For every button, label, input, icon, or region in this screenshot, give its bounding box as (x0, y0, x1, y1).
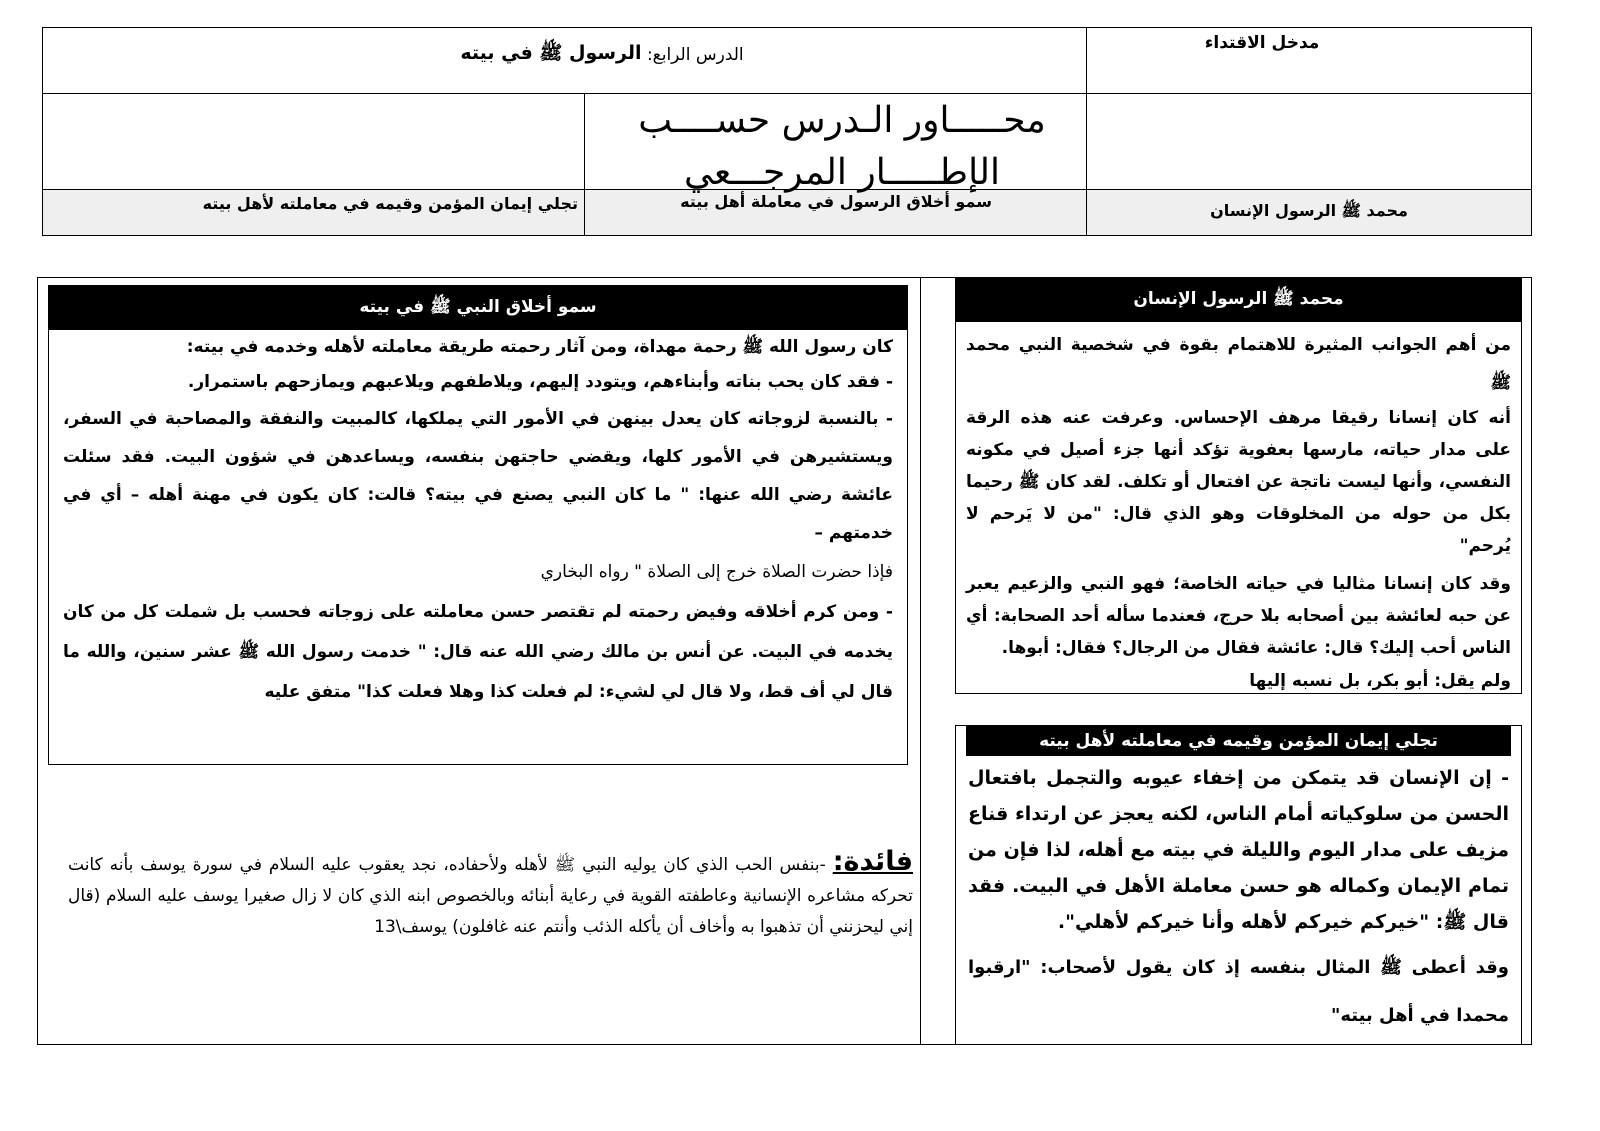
header-row-divider-1 (42, 93, 1532, 94)
axes-title-line1: محـــــاور الـدرس حســــب (638, 100, 1046, 141)
right-top-p2: أنه كان إنسانا رقيقا مرهف الإحساس. وعرفت عنه هذه الرقة على مدار حياته، مارسها بعفوية تؤكد أنها جزء أصيل في مكونه النفسي، وأنها ليست ناتجة عن افتعال أو تكلف. لقد كان ﷺ رحيما بكل من حوله من المخلوقات وهو الذي قال: "من لا يَرحم لا يُرحم" (966, 408, 1511, 556)
left-panel (48, 285, 908, 765)
axes-title-line2: الإطـــــار المرجـــعي (683, 152, 1001, 193)
right-top-panel-body (966, 326, 1511, 698)
left-panel-body (63, 330, 893, 712)
left-panel-title: سمو أخلاق النبي ﷺ في بيته (49, 286, 907, 330)
axes-title (602, 95, 1082, 193)
right-top-p1: من أهم الجوانب المثيرة للاهتمام بقوة في شخصية النبي محمد ﷺ (966, 335, 1511, 393)
lesson-title (342, 37, 862, 73)
header-table (42, 27, 1532, 236)
benefit-note (68, 846, 913, 943)
right-bottom-panel (955, 725, 1522, 1045)
benefit-body: -بنفس الحب الذي كان يوليه النبي ﷺ لأهله ولأحفاده، نجد يعقوب عليه السلام في سورة يوسف بأنه كانت تحركه مشاعره الإنسانية وعاطفته القوية في رعاية أبنائه وبالخصوص ابنه الذي كان لا زال صغيرا يوسف عليه السلام (قال إني ليحزنني أن تذهبوا به وأخاف أن يأكله الذئب وأنتم عنه غافلون) يوسف\13 (68, 855, 913, 937)
left-p5: - ومن كرم أخلاقه وفيض رحمته لم تقتصر حسن معاملته على زوجاته فحسب بل شملت كل من كان يخدمه في البيت. عن أنس بن مالك رضي الله عنه قال: " خدمت رسول الله ﷺ عشر سنين، والله ما قال لي أف قط، ولا قال لي لشيء: لم فعلت كذا وهلا فعلت كذا" متفق عليه (63, 602, 893, 702)
left-p4: فإذا حضرت الصلاة خرج إلى الصلاة " رواه البخاري (540, 562, 893, 582)
left-p2: - فقد كان يحب بناته وأبناءهم، ويتودد إليهم، ويلاطفهم ويلاعبهم ويمازحهم باستمرار. (187, 372, 893, 392)
right-top-p3: وقد كان إنسانا مثاليا في حياته الخاصة؛ فهو النبي والزعيم يعبر عن حبه لعائشة بين أصحابه بلا حرج، فعندما سأله أحد الصحابة: أي الناس أحب إليك؟ قال: عائشة فقال من الرجال؟ فقال: أبوها. (966, 574, 1511, 658)
axis-3: تجلي إيمان المؤمن وقيمه في معاملته لأهل بيته (202, 194, 578, 213)
right-bottom-panel-body (968, 760, 1509, 1040)
axis-2: سمو أخلاق الرسول في معاملة أهل بيته (680, 192, 992, 211)
right-bottom-p1: - إن الإنسان قد يتمكن من إخفاء عيوبه والتجمل بافتعال الحسن من سلوكياته أمام الناس، لكنه يعجز عن ارتداء قناع مزيف على مدار اليوم والليلة في بيته مع أهله، لذا فإن من تمام الإيمان وكماله هو حسن معاملة الأهل في البيت. فقد قال ﷺ: "خيركم خيركم لأهله وأنا خيركم لأهلي". (968, 767, 1509, 933)
right-top-p4: ولم يقل: أبو بكر، بل نسبه إليها (1249, 671, 1511, 691)
main-frame-divider (920, 277, 921, 1045)
right-top-panel-title: محمد ﷺ الرسول الإنسان (956, 278, 1521, 322)
left-p1: كان رسول الله ﷺ رحمة مهداة، ومن آثار رحمته طريقة معاملته لأهله وخدمه في بيته: (186, 337, 893, 357)
lesson-title-text: الرسول ﷺ في بيته (460, 42, 642, 64)
left-p3: - بالنسبة لزوجاته كان يعدل بينهن في الأمور التي يملكها، كالمبيت والنفقة والمصاحبة في السفر، ويستشيرهن في الأمور كلها، ويقضي حاجتهن بنفسه، ويساعدهن في شؤون البيت. فقد سئلت عائشة رضي الله عنها: " ما كان النبي يصنع في بيته؟ قالت: كان يكون في مهنة أهله – أي في خدمتهم – (63, 409, 893, 543)
header-axes-row-divider (1086, 190, 1087, 235)
right-top-panel (955, 277, 1522, 694)
benefit-text (68, 846, 913, 943)
right-bottom-p2: وقد أعطى ﷺ المثال بنفسه إذ كان يقول لأصحاب: "ارقبوا محمدا في أهل بيته" (968, 957, 1509, 1026)
lesson-prefix: الدرس الرابع: (646, 45, 744, 65)
entry-label: مدخل الاقتداء (1204, 33, 1320, 53)
benefit-label: فائدة: (832, 846, 914, 877)
right-bottom-panel-title: تجلي إيمان المؤمن وقيمه في معاملته لأهل بيته (966, 726, 1511, 756)
header-axes-row-divider (584, 190, 585, 235)
axis-1: محمد ﷺ الرسول الإنسان (1210, 201, 1408, 220)
